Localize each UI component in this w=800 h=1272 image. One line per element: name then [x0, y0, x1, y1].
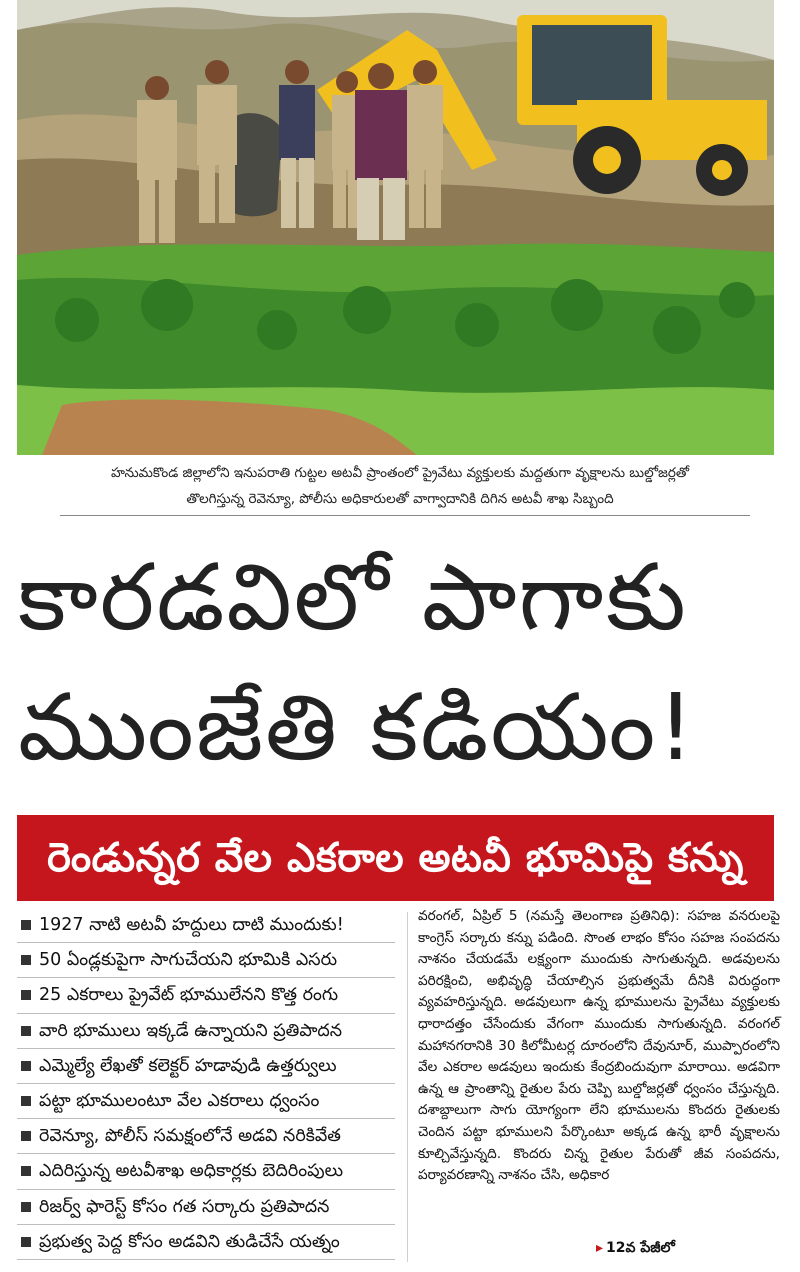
news-photo — [17, 0, 774, 455]
caption-divider — [60, 515, 750, 516]
highlight-text: 1927 నాటి అటవీ హద్దులు దాటి ముందుకు! — [39, 915, 344, 935]
article-dateline: వరంగల్, ఏప్రిల్ 5 (నమస్తే తెలంగాణ ప్రతినిధి): — [418, 908, 680, 924]
square-bullet-icon — [21, 1166, 31, 1176]
highlight-text: రెవెన్యూ, పోలీస్ సమక్షంలోనే అడవి నరికివేత — [39, 1126, 341, 1147]
headline-line-2: ముంజేతి కడియం! — [18, 674, 697, 781]
photo-caption — [40, 460, 760, 512]
highlight-text: 25 ఎకరాలు ప్రైవేట్ భూములేనని కొత్త రంగు — [39, 985, 339, 1006]
square-bullet-icon — [21, 920, 31, 930]
highlight-item — [17, 908, 395, 943]
column-divider — [407, 912, 408, 1262]
square-bullet-icon — [21, 1061, 31, 1071]
highlights-list — [17, 908, 395, 1260]
highlight-text: ఎమ్మెల్యే లేఖతో కలెక్టర్ హడావుడి ఉత్తర్వులు — [39, 1055, 337, 1076]
highlight-item — [17, 1119, 395, 1154]
highlight-text: వారి భూములు ఇక్కడే ఉన్నాయని ప్రతిపాదన — [39, 1020, 343, 1041]
chevron-right-icon: ▸ — [596, 1240, 604, 1256]
article-text: సహజ వనరులపై కాంగ్రెస్ సర్కారు కన్ను పడింది. సొంత లాభం కోసం సహజ సంపదను నాశనం చేయడమే లక్ష్యంగా ముందుకు సాగుతున్నది. అడవులను పరిరక్షించి, అభివృద్ధి చేయాల్సిన ప్రభుత్వమే దీనికి విరుద్ధంగా వ్యవహరిస్తున్నది. అడవులుగా ఉన్న భూములను ప్రైవేటు వ్యక్తులకు ధారాదత్తం చేసేందుకు వేగంగా ముందుకు సాగుతున్నది. వరంగల్ మహానగరానికి 30 కిలోమీటర్ల దూరంలోని దేవునూర్, ముప్పారంలోని వేల ఎకరాల అడవులు ఇందుకు కేంద్రబిందువుగా మారాయి. అడవిగా ఉన్న ఆ ప్రాంతాన్ని రైతుల పేరు చెప్పి బుల్డోజర్లతో ధ్వంసం చేస్తున్నది. దశాబ్దాలుగా సాగు యోగ్యంగా లేని భూములను కొందరు రైతులకు చెందిన పట్టా భూములని పేర్కొంటూ అక్కడ ఉన్న భారీ వృక్షాలను కూల్చివేస్తున్నది. కొందరు చిన్న రైతుల పేరుతో జీవ సంపదను, పర్యావరణాన్ని నాశనం చేసి, అధికార — [418, 908, 780, 1184]
square-bullet-icon — [21, 955, 31, 965]
caption-line-1: హనుమకొండ జిల్లాలోని ఇనుపరాతి గుట్టల అటవీ ప్రాంతంలో ప్రైవేటు వ్యక్తులకు మద్దతుగా వృక్షాలను బుల్డోజర్లతో — [110, 465, 690, 481]
caption-line-2: తొలగిస్తున్న రెవెన్యూ, పోలీసు అధికారులతో వాగ్వాదానికి దిగిన అటవీ శాఖ సిబ్బంది — [186, 491, 614, 507]
highlight-text: ప్రభుత్వ పెద్ద కోసం అడవిని తుడిచేసే యత్నం — [39, 1231, 340, 1252]
highlight-text: ఎదిరిస్తున్న అటవీశాఖ అధికార్లకు బెదిరింపులు — [39, 1161, 344, 1182]
subheadline-banner: రెండున్నర వేల ఎకరాల అటవీ భూమిపై కన్ను — [17, 815, 774, 901]
continued-on-page — [596, 1240, 675, 1259]
article-body — [418, 906, 780, 1187]
highlight-item — [17, 1154, 395, 1189]
highlight-text: 50 ఏండ్లకుపైగా సాగుచేయని భూమికి ఎసరు — [39, 950, 338, 971]
headline-line-1: కారడవిలో పాగాకు — [18, 544, 688, 651]
photo-illustration — [17, 0, 774, 455]
square-bullet-icon — [21, 1026, 31, 1036]
highlight-item — [17, 1084, 395, 1119]
continued-label: 12వ పేజీలో — [606, 1240, 675, 1256]
square-bullet-icon — [21, 990, 31, 1000]
highlight-text: రిజర్వ్ ఫారెస్ట్ కోసం గత సర్కారు ప్రతిపాదన — [39, 1196, 330, 1217]
square-bullet-icon — [21, 1202, 31, 1212]
highlight-text: పట్టా భూములంటూ వేల ఎకరాలు ధ్వంసం — [39, 1090, 320, 1111]
highlight-item — [17, 943, 395, 978]
square-bullet-icon — [21, 1096, 31, 1106]
highlight-item — [17, 1190, 395, 1225]
highlight-item — [17, 1014, 395, 1049]
highlight-item — [17, 978, 395, 1013]
square-bullet-icon — [21, 1131, 31, 1141]
highlight-item — [17, 1225, 395, 1260]
square-bullet-icon — [21, 1237, 31, 1247]
highlight-item — [17, 1049, 395, 1084]
